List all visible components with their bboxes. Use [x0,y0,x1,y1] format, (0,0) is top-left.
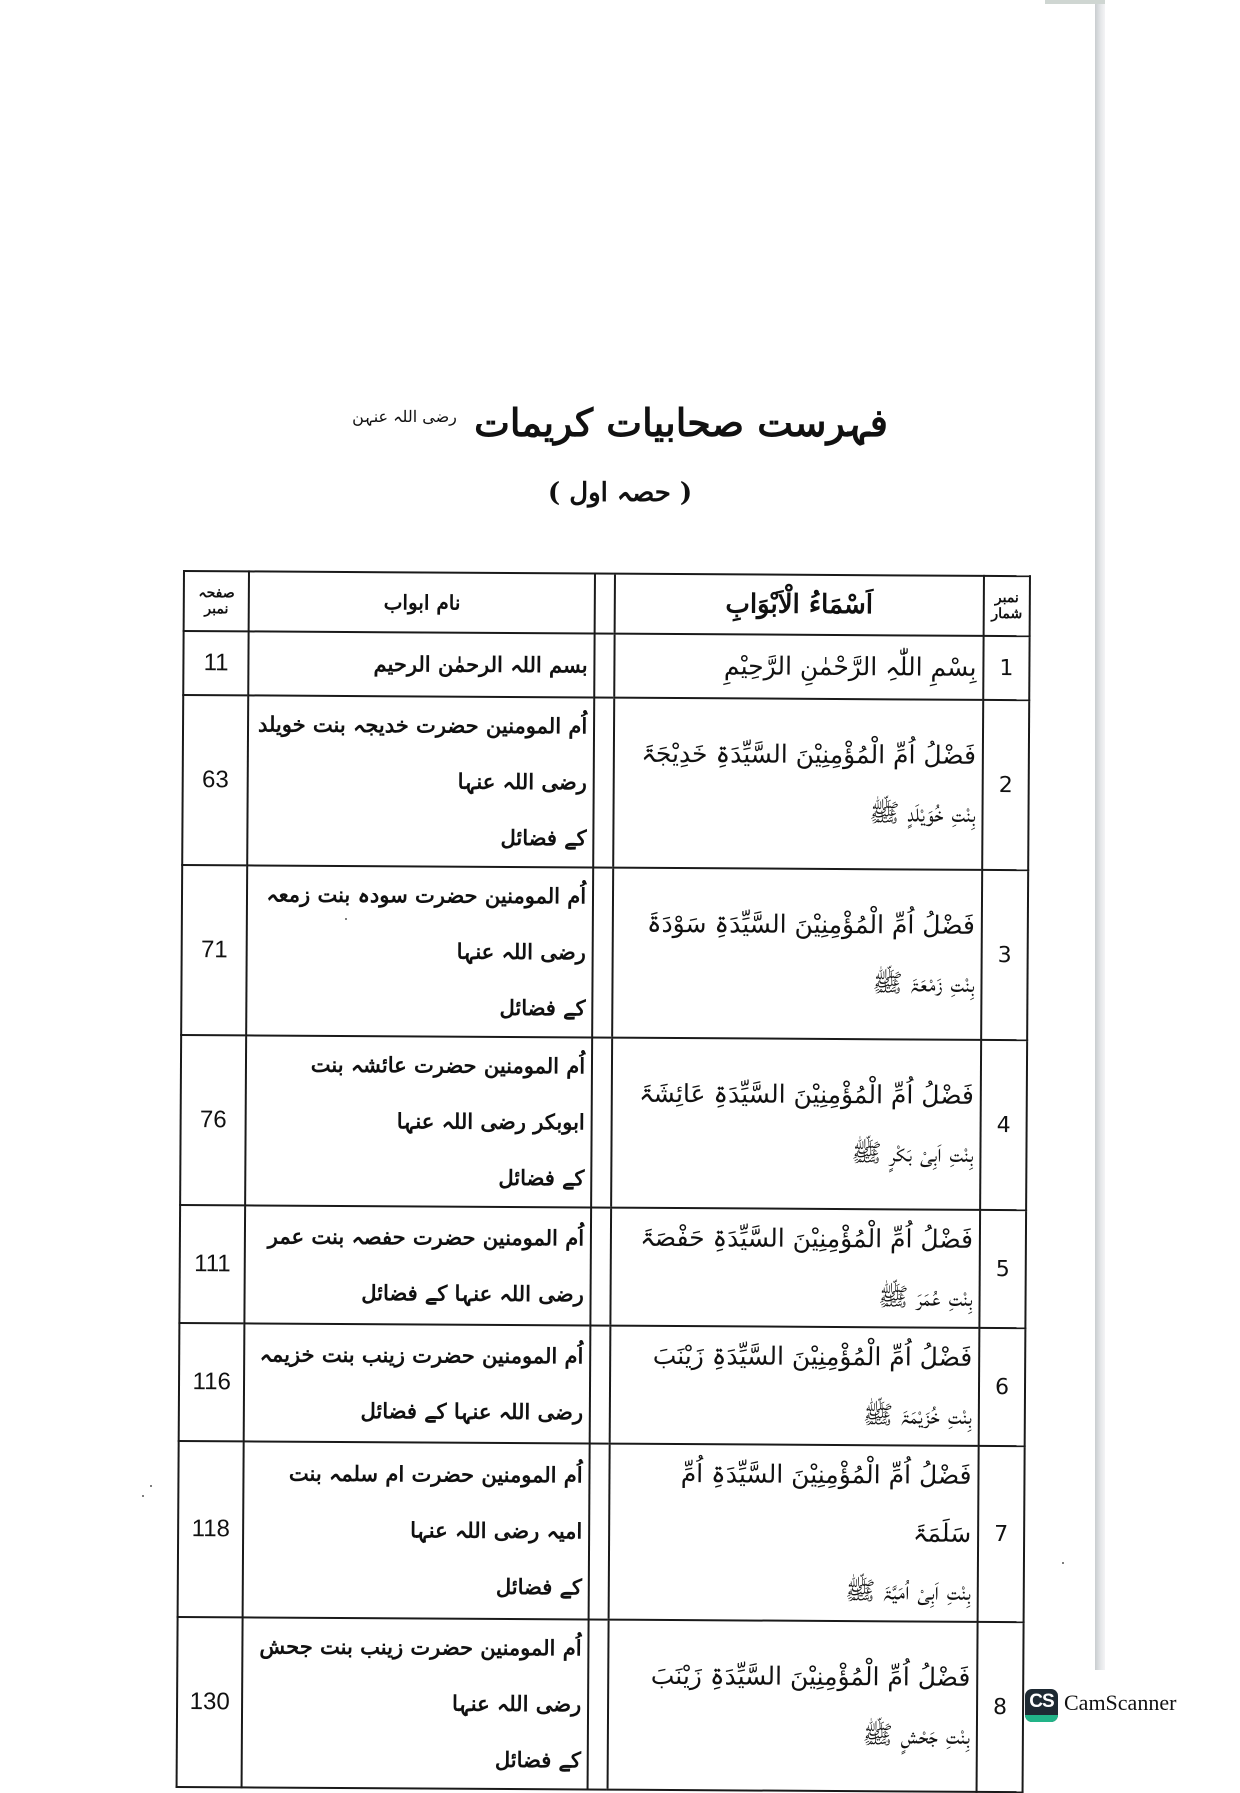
arabic-line: بِنْتِ اَبِیْ بَکْرٍ ﷺ [851,1138,974,1168]
table-row [177,1617,1024,1792]
arabic-line: بِنْتِ زَمْعَۃَ ﷺ [872,968,975,998]
header-arabic-titles: اَسْمَاءُ الْاَبْوَابِ [614,574,984,636]
row-urdu-title [244,1323,591,1443]
camscanner-badge-accent [1025,1715,1058,1722]
arabic-line: فَضْلُ اُمِّ الْمُؤْمِنِیْنَ السَّیِّدَۃِ خَدِیْجَۃَ [641,738,977,770]
row-serial: 6 [979,1328,1026,1446]
urdu-line: اُم المومنین حضرت زینب بنت خزیمہ [259,1341,584,1369]
arabic-line: فَضْلُ اُمِّ الْمُؤْمِنِیْنَ السَّیِّدَۃِ عَائِشَۃَ [638,1078,974,1110]
arabic-line: بِنْتِ خُوَیْلَدٍ ﷺ [869,798,976,828]
table-header-row [184,571,1030,636]
title-text: فہرست صحابیات کریمات [474,400,888,445]
table-row [179,1323,1026,1446]
column-divider [591,1208,611,1326]
row-urdu-title [245,1205,592,1325]
row-urdu-title [246,865,593,1037]
table-row [179,1205,1026,1328]
arabic-line: بِنْتِ عُمَرَ ﷺ [878,1282,973,1312]
scan-speck [345,918,347,920]
row-serial: 5 [979,1210,1026,1328]
camscanner-watermark-label: CamScanner [1064,1690,1177,1715]
table-row [183,631,1029,700]
arabic-line: فَضْلُ اُمِّ الْمُؤْمِنِیْنَ السَّیِّدَۃِ سَوْدَۃَ [646,908,976,940]
title-honorific: رضی اللہ عنہن [352,407,457,427]
row-serial: 2 [982,700,1029,870]
scan-speck [142,1495,144,1497]
row-arabic-title [610,1208,980,1328]
row-arabic-title [612,868,982,1040]
row-arabic-title [607,1620,977,1792]
row-serial: 4 [980,1040,1027,1210]
row-page-number: 71 [181,865,247,1035]
scan-speck [1062,1562,1064,1564]
arabic-line: فَضْلُ اُمِّ الْمُؤْمِنِیْنَ السَّیِّدَۃِ اُمِّ سَلَمَۃَ [680,1459,972,1548]
camscanner-logo-icon [1025,1689,1058,1722]
arabic-line: فَضْلُ اُمِّ الْمُؤْمِنِیْنَ السَّیِّدَۃِ زَیْنَبَ [652,1340,973,1372]
table-row [182,695,1029,870]
urdu-line: اُم المومنین حضرت سودہ بنت زمعہ رضی اللہ عنہا [266,881,587,965]
arabic-line: فَضْلُ اُمِّ الْمُؤْمِنِیْنَ السَّیِّدَۃِ زَیْنَبَ [650,1660,971,1692]
row-serial: 8 [977,1622,1024,1792]
column-divider [590,1326,610,1444]
urdu-line: اُم المومنین حضرت خدیجہ بنت خویلد رضی اللہ عنہا [257,711,588,795]
row-serial: 3 [981,870,1028,1040]
column-divider [592,868,613,1038]
column-divider [589,1444,610,1620]
arabic-line: فَضْلُ اُمِّ الْمُؤْمِنِیْنَ السَّیِّدَۃِ حَفْصَۃَ [640,1222,974,1254]
page-edge-top [1045,0,1105,4]
urdu-line: اُم المومنین حضرت زینب بنت جحش رضی اللہ عنہا [259,1633,582,1717]
camscanner-badge-text: CS [1029,1691,1054,1712]
table-row [180,1035,1027,1210]
row-page-number: 76 [180,1035,246,1205]
urdu-line: کے فضائل [495,1573,583,1600]
row-urdu-title [245,1035,592,1207]
column-divider [595,574,615,634]
column-divider [588,1619,609,1789]
urdu-line: رضی اللہ عنہا کے فضائل [360,1398,584,1425]
row-urdu-title [248,695,595,867]
row-arabic-title [611,1038,981,1210]
row-page-number: 130 [177,1617,243,1787]
table-row [178,1441,1025,1622]
column-divider [594,634,614,698]
urdu-line: بسم اللہ الرحمٰن الرحیم [373,651,588,678]
urdu-line: کے فضائل [499,994,586,1021]
page-edge-shadow [1095,0,1105,1670]
arabic-line: بِسْمِ اللّٰہِ الرَّحْمٰنِ الرَّحِیْمِ [723,651,977,682]
row-arabic-title [608,1444,978,1622]
header-page-number: صفحہ نمبر [184,571,250,631]
urdu-line: اُم المومنین حضرت ام سلمہ بنت امیہ رضی اللہ عنہا [288,1460,583,1544]
arabic-line: بِنْتِ خُزَیْمَۃَ ﷺ [862,1400,973,1430]
row-serial: 1 [983,636,1029,700]
arabic-line: بِنْتِ جَحْشٍ ﷺ [862,1720,971,1750]
header-serial: نمبر شمار [984,576,1030,636]
column-divider [593,698,614,868]
row-arabic-title [613,698,983,870]
urdu-line: اُم المومنین حضرت عائشہ بنت ابوبکر رضی اللہ عنہا [310,1051,586,1135]
row-urdu-title [242,1617,589,1789]
row-arabic-title [614,634,984,700]
row-page-number: 111 [179,1205,245,1323]
row-page-number: 11 [183,631,249,695]
page-subtitle: ( حصہ اول ) [547,478,693,508]
header-urdu-titles: نام ابواب [249,571,595,633]
urdu-line: کے فضائل [494,1746,581,1773]
row-page-number: 63 [182,695,248,865]
urdu-line: اُم المومنین حضرت حفصہ بنت عمر [267,1223,585,1251]
arabic-line: بِنْتِ اَبِیْ اُمَیَّۃَ ﷺ [845,1576,971,1606]
page-title [0,400,1240,445]
table-row [181,865,1028,1040]
row-urdu-title [249,631,595,697]
table-of-contents [176,570,1031,1793]
scan-speck [150,1485,152,1487]
row-arabic-title [609,1326,979,1446]
row-page-number: 118 [178,1441,244,1617]
urdu-line: کے فضائل [500,824,587,851]
column-divider [591,1038,612,1208]
urdu-line: رضی اللہ عنہا کے فضائل [361,1280,584,1307]
row-page-number: 116 [179,1323,245,1441]
urdu-line: کے فضائل [498,1164,585,1191]
row-serial: 7 [978,1446,1025,1622]
row-urdu-title [243,1441,590,1619]
